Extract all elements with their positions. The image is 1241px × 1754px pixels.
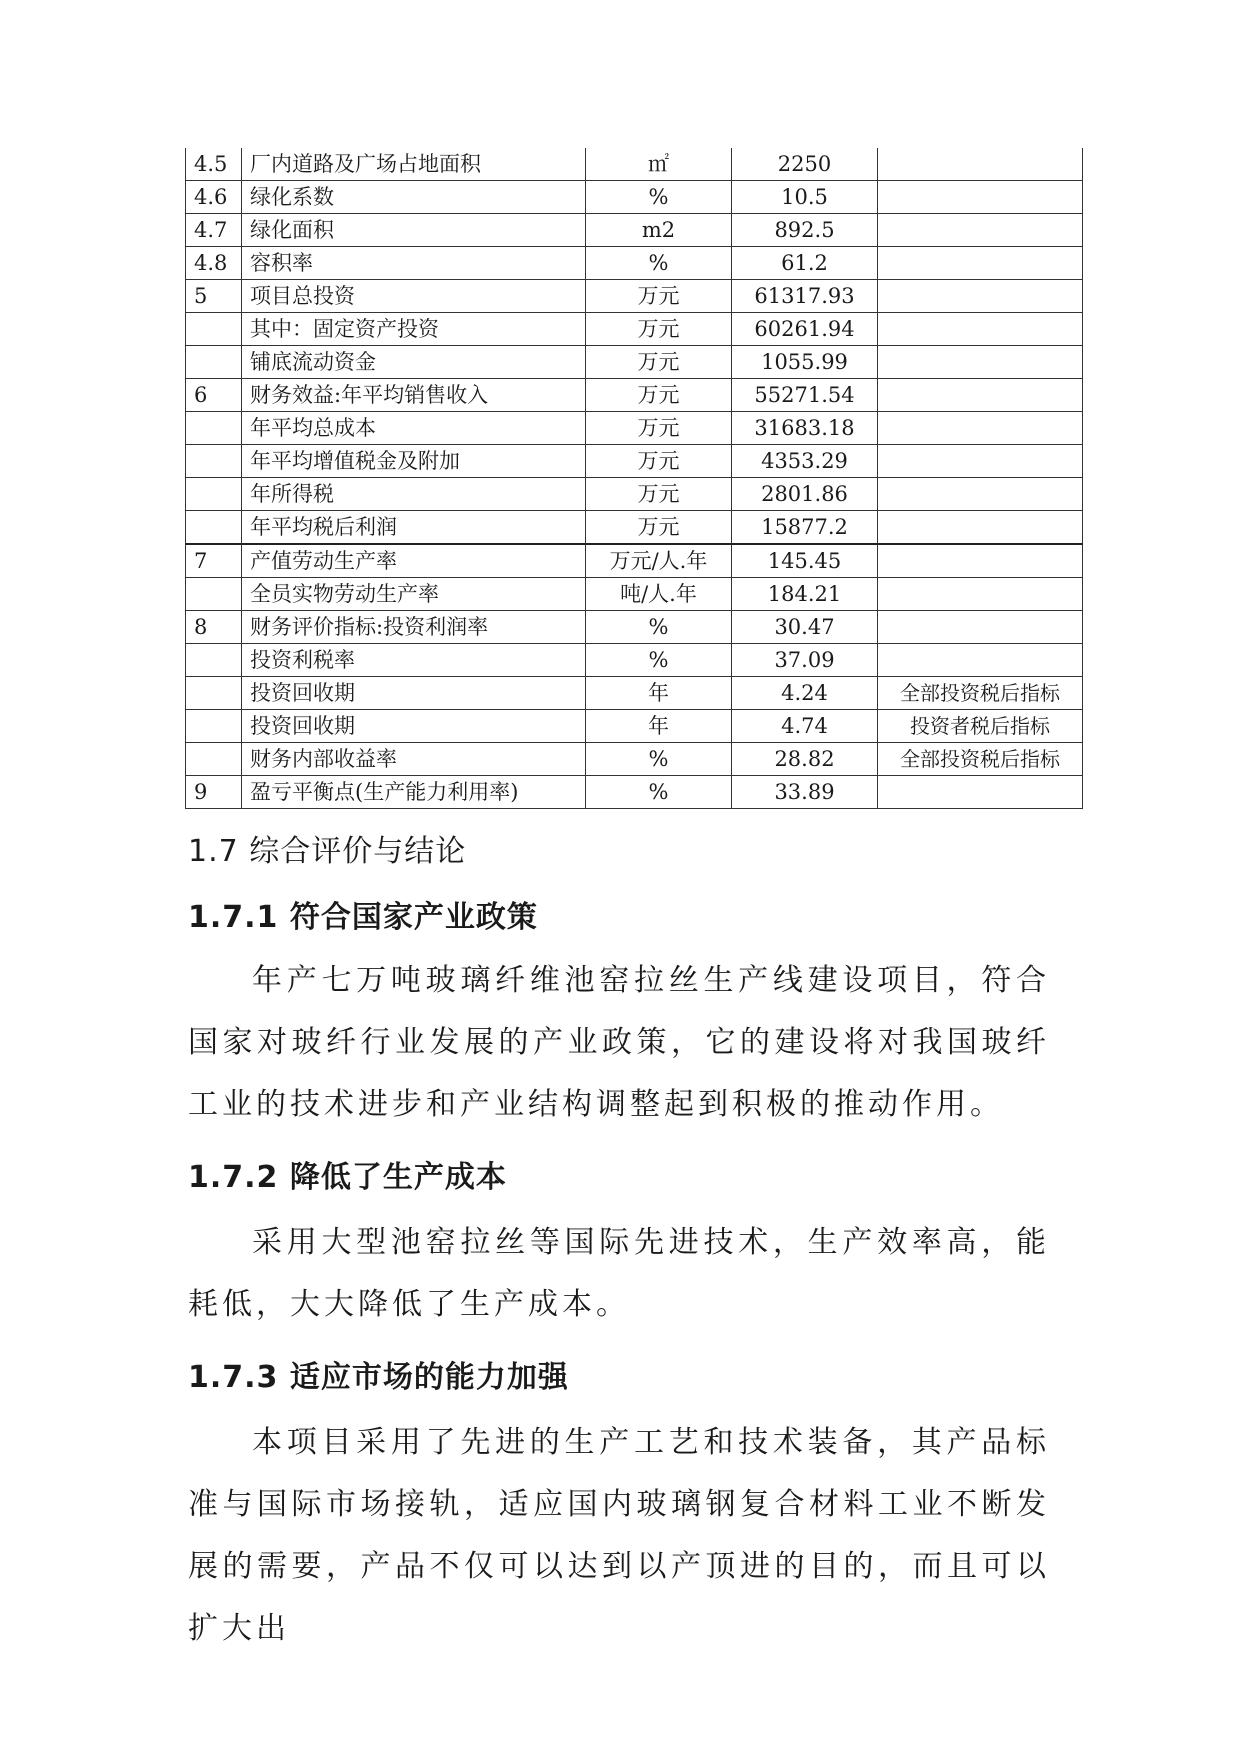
row-item-name: 年平均税后利润 [242, 511, 586, 545]
table-row [186, 611, 1083, 644]
row-value: 30.47 [732, 611, 878, 644]
row-unit: 万元 [586, 445, 732, 478]
row-item-name: 厂内道路及广场占地面积 [242, 148, 586, 181]
paragraph-policy: 年产七万吨玻璃纤维池窑拉丝生产线建设项目，符合国家对玻纤行业发展的产业政策，它的建设将对我国玻纤工业的技术进步和产业结构调整起到积极的推动作用。 [188, 963, 1050, 1122]
table-row [186, 247, 1083, 280]
table-row [186, 346, 1083, 379]
row-value: 28.82 [732, 743, 878, 776]
row-note [878, 379, 1083, 412]
subsection-title-market: 1.7.3 适应市场的能力加强 [188, 1360, 569, 1395]
row-number [186, 313, 242, 346]
row-unit: 万元 [586, 412, 732, 445]
row-item-name: 投资利税率 [242, 644, 586, 677]
row-note [878, 445, 1083, 478]
table-row [186, 644, 1083, 677]
row-item-name: 年平均增值税金及附加 [242, 445, 586, 478]
row-unit: 万元 [586, 280, 732, 313]
row-unit: % [586, 743, 732, 776]
row-number [186, 644, 242, 677]
row-item-name: 财务内部收益率 [242, 743, 586, 776]
row-item-name: 其中：固定资产投资 [242, 313, 586, 346]
row-note [878, 148, 1083, 181]
row-number [186, 478, 242, 511]
row-number [186, 578, 242, 611]
row-unit: % [586, 644, 732, 677]
table-row [186, 578, 1083, 611]
row-value: 2801.86 [732, 478, 878, 511]
table-row [186, 445, 1083, 478]
section-title: 1.7 综合评价与结论 [188, 834, 467, 869]
row-note: 全部投资税后指标 [878, 743, 1083, 776]
row-number: 8 [186, 611, 242, 644]
row-note [878, 511, 1083, 545]
row-note [878, 346, 1083, 379]
table-row [186, 214, 1083, 247]
table-row [186, 280, 1083, 313]
row-value: 145.45 [732, 544, 878, 578]
table-row [186, 478, 1083, 511]
table-row [186, 148, 1083, 181]
row-note [878, 313, 1083, 346]
row-note [878, 280, 1083, 313]
row-unit: % [586, 247, 732, 280]
row-item-name: 投资回收期 [242, 677, 586, 710]
subsection-title-cost: 1.7.2 降低了生产成本 [188, 1160, 507, 1195]
row-value: 2250 [732, 148, 878, 181]
row-unit: % [586, 776, 732, 809]
row-unit: 年 [586, 677, 732, 710]
row-unit: m2 [586, 214, 732, 247]
table-row [186, 181, 1083, 214]
row-unit: 万元 [586, 379, 732, 412]
row-item-name: 绿化面积 [242, 214, 586, 247]
row-value: 184.21 [732, 578, 878, 611]
row-unit: 年 [586, 710, 732, 743]
row-item-name: 全员实物劳动生产率 [242, 578, 586, 611]
row-note [878, 247, 1083, 280]
row-unit: ㎡ [586, 148, 732, 181]
row-number: 7 [186, 544, 242, 578]
row-number [186, 346, 242, 379]
row-unit: % [586, 181, 732, 214]
row-unit: 万元 [586, 346, 732, 379]
row-note [878, 478, 1083, 511]
row-item-name: 投资回收期 [242, 710, 586, 743]
paragraph-cost: 采用大型池窑拉丝等国际先进技术，生产效率高，能耗低，大大降低了生产成本。 [188, 1225, 1050, 1322]
row-item-name: 绿化系数 [242, 181, 586, 214]
row-value: 60261.94 [732, 313, 878, 346]
row-number [186, 511, 242, 545]
row-note [878, 544, 1083, 578]
row-value: 892.5 [732, 214, 878, 247]
table-row [186, 511, 1083, 545]
row-note: 投资者税后指标 [878, 710, 1083, 743]
row-note [878, 214, 1083, 247]
table-row [186, 677, 1083, 710]
row-item-name: 财务评价指标:投资利润率 [242, 611, 586, 644]
row-number: 9 [186, 776, 242, 809]
table-row [186, 743, 1083, 776]
row-note [878, 776, 1083, 809]
row-note [878, 181, 1083, 214]
paragraph-market: 本项目采用了先进的生产工艺和技术装备，其产品标准与国际市场接轨，适应国内玻璃钢复合材料工业不断发展的需要，产品不仅可以达到以产顶进的目的，而且可以扩大出 [188, 1425, 1050, 1646]
row-note [878, 578, 1083, 611]
row-note [878, 611, 1083, 644]
row-item-name: 盈亏平衡点(生产能力利用率) [242, 776, 586, 809]
row-value: 37.09 [732, 644, 878, 677]
row-unit: % [586, 611, 732, 644]
row-note: 全部投资税后指标 [878, 677, 1083, 710]
row-item-name: 产值劳动生产率 [242, 544, 586, 578]
row-item-name: 铺底流动资金 [242, 346, 586, 379]
row-number: 6 [186, 379, 242, 412]
row-unit: 万元 [586, 511, 732, 545]
row-value: 4353.29 [732, 445, 878, 478]
row-unit: 万元/人.年 [586, 544, 732, 578]
subsection-title-policy: 1.7.1 符合国家产业政策 [188, 900, 538, 935]
table-row [186, 379, 1083, 412]
row-number: 4.7 [186, 214, 242, 247]
table-row [186, 544, 1083, 578]
row-item-name: 年平均总成本 [242, 412, 586, 445]
indicators-table-body [186, 148, 1083, 809]
table-row [186, 313, 1083, 346]
row-note [878, 644, 1083, 677]
row-note [878, 412, 1083, 445]
row-value: 1055.99 [732, 346, 878, 379]
row-value: 61.2 [732, 247, 878, 280]
row-number: 4.5 [186, 148, 242, 181]
table-row [186, 412, 1083, 445]
row-number [186, 412, 242, 445]
row-item-name: 项目总投资 [242, 280, 586, 313]
row-item-name: 容积率 [242, 247, 586, 280]
row-number [186, 710, 242, 743]
indicators-table [185, 148, 1083, 809]
row-number [186, 677, 242, 710]
row-number: 4.8 [186, 247, 242, 280]
row-number: 5 [186, 280, 242, 313]
row-number [186, 743, 242, 776]
table-row [186, 776, 1083, 809]
row-number: 4.6 [186, 181, 242, 214]
row-item-name: 财务效益:年平均销售收入 [242, 379, 586, 412]
row-unit: 万元 [586, 478, 732, 511]
row-value: 4.24 [732, 677, 878, 710]
row-number [186, 445, 242, 478]
table-row [186, 710, 1083, 743]
row-value: 31683.18 [732, 412, 878, 445]
row-item-name: 年所得税 [242, 478, 586, 511]
row-unit: 吨/人.年 [586, 578, 732, 611]
row-value: 10.5 [732, 181, 878, 214]
row-value: 61317.93 [732, 280, 878, 313]
row-value: 15877.2 [732, 511, 878, 545]
row-value: 55271.54 [732, 379, 878, 412]
row-unit: 万元 [586, 313, 732, 346]
row-value: 33.89 [732, 776, 878, 809]
row-value: 4.74 [732, 710, 878, 743]
